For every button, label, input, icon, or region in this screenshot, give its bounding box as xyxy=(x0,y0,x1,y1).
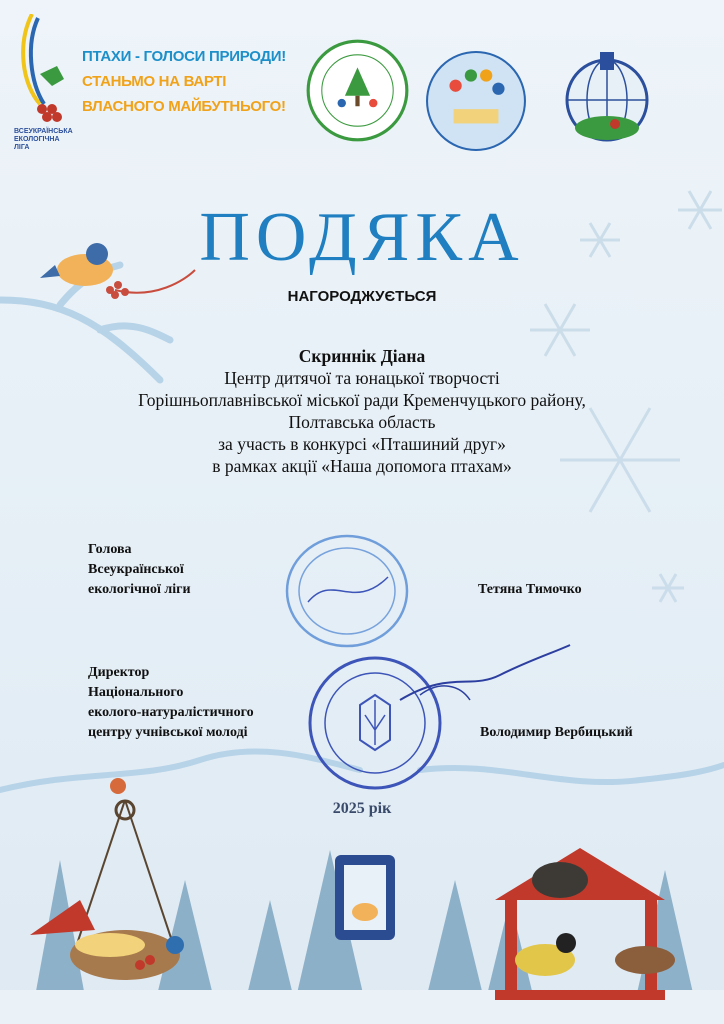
signature-position-2: Директор Національного еколого-натуралістичного центру учнівської молоді xyxy=(88,665,254,740)
ecological-guard-logo-icon xyxy=(305,38,410,143)
microregional-center-logo-icon xyxy=(425,50,527,152)
ministry-stamp-icon xyxy=(300,640,575,790)
body-line: в рамках акції «Наша допомога птахам» xyxy=(212,456,512,476)
certificate-title: ПОДЯКА xyxy=(199,199,525,276)
slogan-line: ПТАХИ - ГОЛОСИ ПРИРОДИ! xyxy=(82,48,286,65)
league-name: ВСЕУКРАЇНСЬКА ЕКОЛОГІЧНА ЛІГА xyxy=(14,128,73,151)
league-stamp-icon xyxy=(283,532,411,650)
ecological-league-logo-icon xyxy=(12,14,72,126)
slogan-line: СТАНЬМО НА ВАРТІ xyxy=(82,73,227,90)
signature-position-1: Голова Всеукраїнської екологічної ліги xyxy=(88,542,191,597)
body-line: Горішньоплавнівської міської ради Кременчуцького району, xyxy=(138,390,586,410)
year-label: 2025 рік xyxy=(332,800,392,817)
naturalist-center-logo-icon xyxy=(545,50,670,150)
certificate-body xyxy=(40,345,684,477)
signature-name-1: Тетяна Тимочко xyxy=(478,582,582,597)
body-line: Полтавська область xyxy=(288,412,436,432)
awarded-label: НАГОРОДЖУЄТЬСЯ xyxy=(287,288,437,305)
recipient-name: Скриннік Діана xyxy=(298,346,426,366)
signature-name-2: Володимир Вербицький xyxy=(480,725,633,740)
body-line: за участь в конкурсі «Пташиний друг» xyxy=(218,434,506,454)
league-slogan xyxy=(82,44,286,119)
body-line: Центр дитячої та юнацької творчості xyxy=(224,368,500,388)
slogan-line: ВЛАСНОГО МАЙБУТНЬОГО! xyxy=(82,98,286,115)
lantern-illustration xyxy=(335,855,395,940)
